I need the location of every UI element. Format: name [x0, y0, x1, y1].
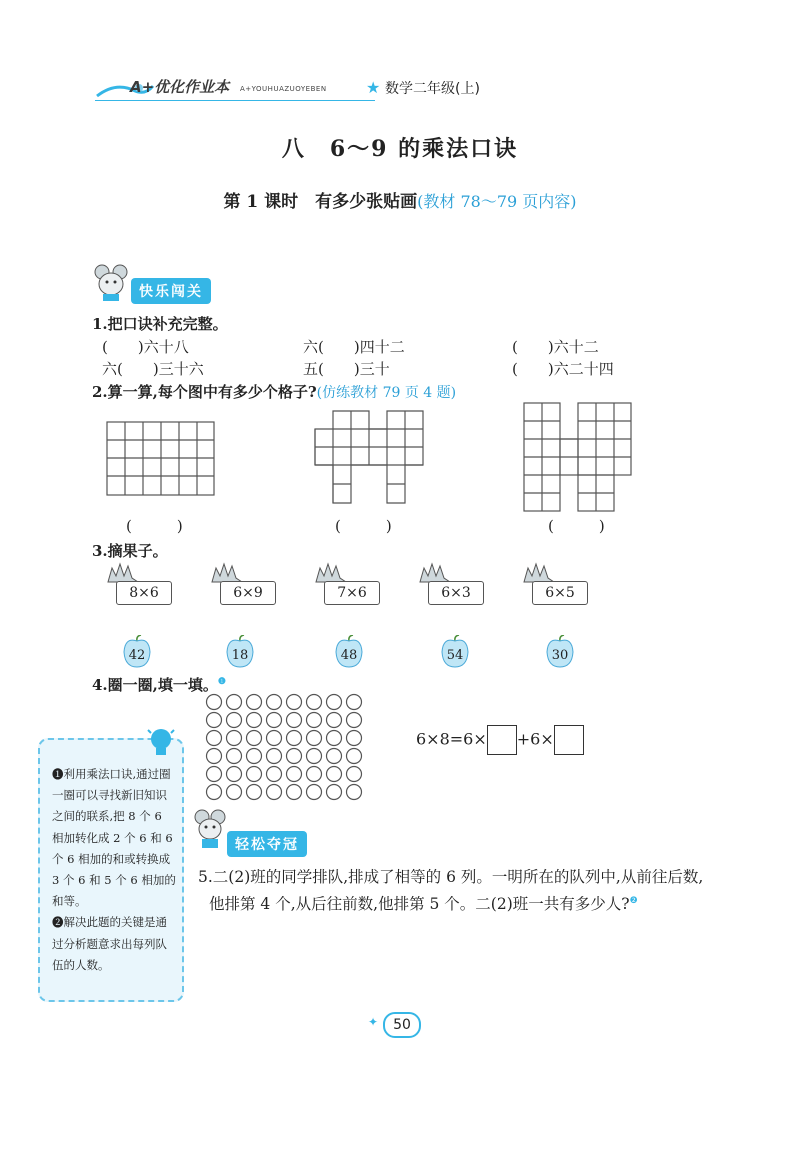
mouse-mascot-icon — [190, 808, 230, 856]
q5-text — [198, 865, 708, 916]
q1-item-4: 六( )三十六 — [102, 360, 204, 378]
page-number: 50 — [383, 1012, 421, 1038]
expression-sign-4[interactable]: 6×3 — [428, 581, 484, 605]
header-line — [95, 100, 375, 101]
lesson-title-text: 第 1 课时 有多少张贴画 — [223, 192, 418, 212]
q2-title — [92, 381, 456, 402]
q4-title-text: 4.圈一圈,填一填。 — [92, 676, 218, 694]
q1-title: 1.把口诀补充完整。 — [92, 315, 228, 333]
header-brand-sub: A+YOUHUAZUOYEBEN — [240, 85, 327, 93]
header-brand: A+优化作业本 — [130, 78, 230, 96]
tip-text-2: ❷解决此题的关键是通过分析题意求出每列队伍的人数。 — [52, 915, 167, 972]
apple-value: 30 — [551, 648, 569, 663]
section-badge-easy: 轻松夺冠 — [227, 831, 307, 857]
star-icon: ✦ — [368, 1015, 379, 1029]
lesson-title — [0, 187, 800, 212]
apple-value: 48 — [340, 648, 358, 663]
q5-footnote: ❷ — [629, 896, 638, 906]
q4-footnote: ❶ — [217, 677, 226, 687]
mouse-mascot-icon — [90, 262, 130, 306]
expression-sign-5[interactable]: 6×5 — [532, 581, 588, 605]
unit-title: 八 6～9 的乘法口诀 — [281, 136, 519, 162]
apple-5[interactable] — [545, 635, 575, 663]
tip-text — [52, 764, 176, 976]
q1-item-1: ( )六十八 — [102, 338, 189, 356]
apple-value: 54 — [446, 648, 464, 663]
grid-figure-2 — [314, 410, 426, 506]
q2-answer-3[interactable]: ( ) — [548, 517, 605, 535]
expression-sign-1[interactable]: 8×6 — [116, 581, 172, 605]
apple-4[interactable] — [440, 635, 470, 663]
expression-sign-2[interactable]: 6×9 — [220, 581, 276, 605]
expression-sign-3[interactable]: 7×6 — [324, 581, 380, 605]
q3-title: 3.摘果子。 — [92, 542, 168, 560]
circle-grid[interactable] — [205, 693, 371, 803]
q4-equation — [416, 725, 584, 755]
q2-title-text: 2.算一算,每个图中有多少个格子? — [92, 383, 317, 401]
equation-left: 6×8=6× — [416, 729, 487, 749]
q5-title: 5.二(2)班的同学排队,排成了相等的 6 列。一明所在的队列中,从前往后数,他排第 4 个,从后往前数,他排第 5 个。二(2)班一共有多少人? — [198, 868, 704, 914]
tip-text-1: ❶利用乘法口诀,通过圈一圈可以寻找新旧知识之间的联系,把 8 个 6 相加转化成 2 个 6 和 6 个 6 相加的和或转换成 3 个 6 和 5 个 6 相加的和等。 — [52, 767, 176, 909]
apple-value: 18 — [231, 648, 249, 663]
q2-ref: (仿练教材 79 页 4 题) — [316, 385, 457, 401]
q2-answer-2[interactable]: ( ) — [335, 517, 392, 535]
q1-item-2: 六( )四十二 — [303, 338, 405, 356]
q4-title — [92, 674, 226, 695]
q1-item-6: ( )六二十四 — [512, 360, 614, 378]
section-badge-happy: 快乐闯关 — [131, 278, 211, 304]
apple-value: 42 — [128, 648, 146, 663]
equation-mid: +6× — [516, 729, 554, 749]
answer-box-1[interactable] — [487, 725, 517, 755]
apple-3[interactable] — [334, 635, 364, 663]
lesson-title-note: (教材 78～79 页内容) — [417, 192, 577, 211]
star-icon: ★ — [366, 78, 381, 97]
q1-item-3: ( )六十二 — [512, 338, 599, 356]
q2-answer-1[interactable]: ( ) — [126, 517, 183, 535]
answer-box-2[interactable] — [554, 725, 584, 755]
grid-figure-3 — [523, 402, 633, 514]
apple-1[interactable] — [122, 635, 152, 663]
lightbulb-icon — [146, 726, 176, 764]
q1-item-5: 五( )三十 — [303, 360, 390, 378]
apple-2[interactable] — [225, 635, 255, 663]
grid-figure-1 — [106, 421, 216, 497]
header-grade: 数学二年级(上) — [385, 81, 480, 97]
